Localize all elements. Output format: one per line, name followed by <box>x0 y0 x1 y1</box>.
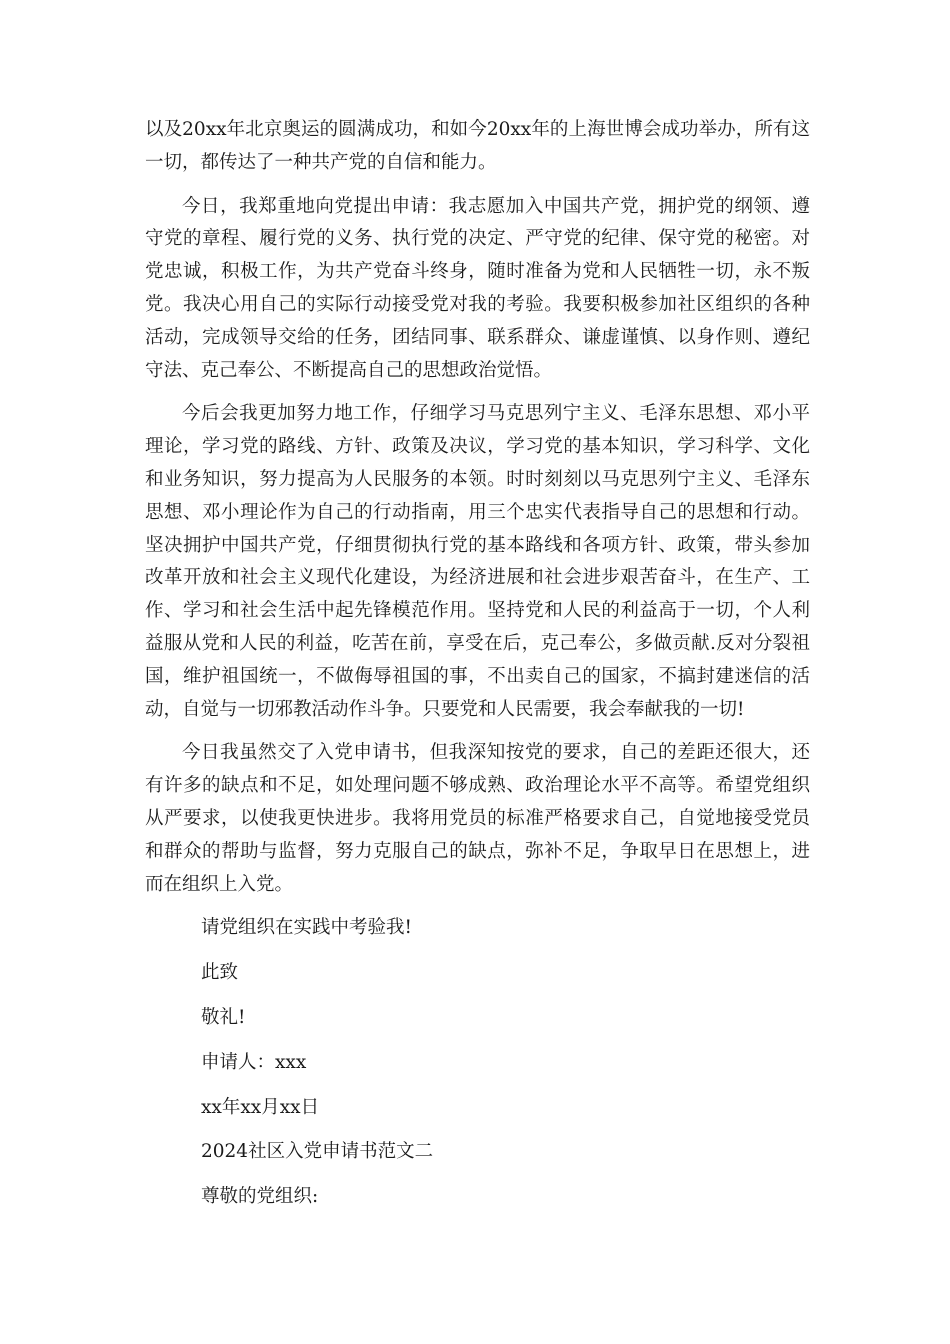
applicant-line: 申请人：xxx <box>201 1051 307 1073</box>
greeting-line: 尊敬的党组织: <box>201 1186 319 1208</box>
paragraph-3: 今后会我更加努力地工作，仔细学习马克思列宁主义、毛泽东思想、邓小平理论，学习党的路线、方针、政策及决议，学习党的基本知识，学习科学、文化和业务知识，努力提高为人民服务的本领。时时刻刻以马克思列宁主义、毛泽东思想、邓小理论作为自己的行动指南，用三个忠实代表指导自己的思想和行动。坚决拥护中国共产党，仔细贯彻执行党的基本路线和各项方针、政策，带头参加改革开放和社会主义现代化建设，为经济进展和社会进步艰苦奋斗，在生产、工作、学习和社会生活中起先锋模范作用。坚持党和人民的利益高于一切，个人利益服从党和人民的利益，吃苦在前，享受在后，克己奉公，多做贡献.反对分裂祖国，维护祖国统一，不做侮辱祖国的事，不出卖自己的国家，不搞封建迷信的活动，自觉与一切邪教活动作斗争。只要党和人民需要，我会奉献我的一切! <box>145 403 810 720</box>
paragraph-4: 今日我虽然交了入党申请书，但我深知按党的要求，自己的差距还很大，还有许多的缺点和不足，如处理问题不够成熟、政治理论水平不高等。希望党组织从严要求，以使我更快进步。我将用党员的标准严格要求自己，自觉地接受党员和群众的帮助与监督，努力克服自己的缺点，弥补不足，争取早日在思想上，进而在组织上入党。 <box>145 742 810 895</box>
section-heading: 2024社区入党申请书范文二 <box>201 1141 434 1163</box>
closing-line-salutation: 此致 <box>201 962 239 984</box>
paragraph-1: 以及20xx年北京奥运的圆满成功，和如今20xx年的上海世博会成功举办，所有这一切，都传达了一种共产党的自信和能力。 <box>145 119 810 173</box>
closing-line-regards: 敬礼! <box>201 1006 246 1028</box>
document-body <box>145 114 810 1226</box>
closing-line-request: 请党组织在实践中考验我! <box>201 917 412 939</box>
paragraph-2: 今日，我郑重地向党提出申请：我志愿加入中国共产党，拥护党的纲领、遵守党的章程、履行党的义务、执行党的决定、严守党的纪律、保守党的秘密。对党忠诚，积极工作，为共产党奋斗终身，随时准备为党和人民牺牲一切，永不叛党。我决心用自己的实际行动接受党对我的考验。我要积极参加社区组织的各种活动，完成领导交给的任务，团结同事、联系群众、谦虚谨慎、以身作则、遵纪守法、克己奉公、不断提高自己的思想政治觉悟。 <box>145 195 810 381</box>
date-line: xx年xx月xx日 <box>201 1096 320 1118</box>
